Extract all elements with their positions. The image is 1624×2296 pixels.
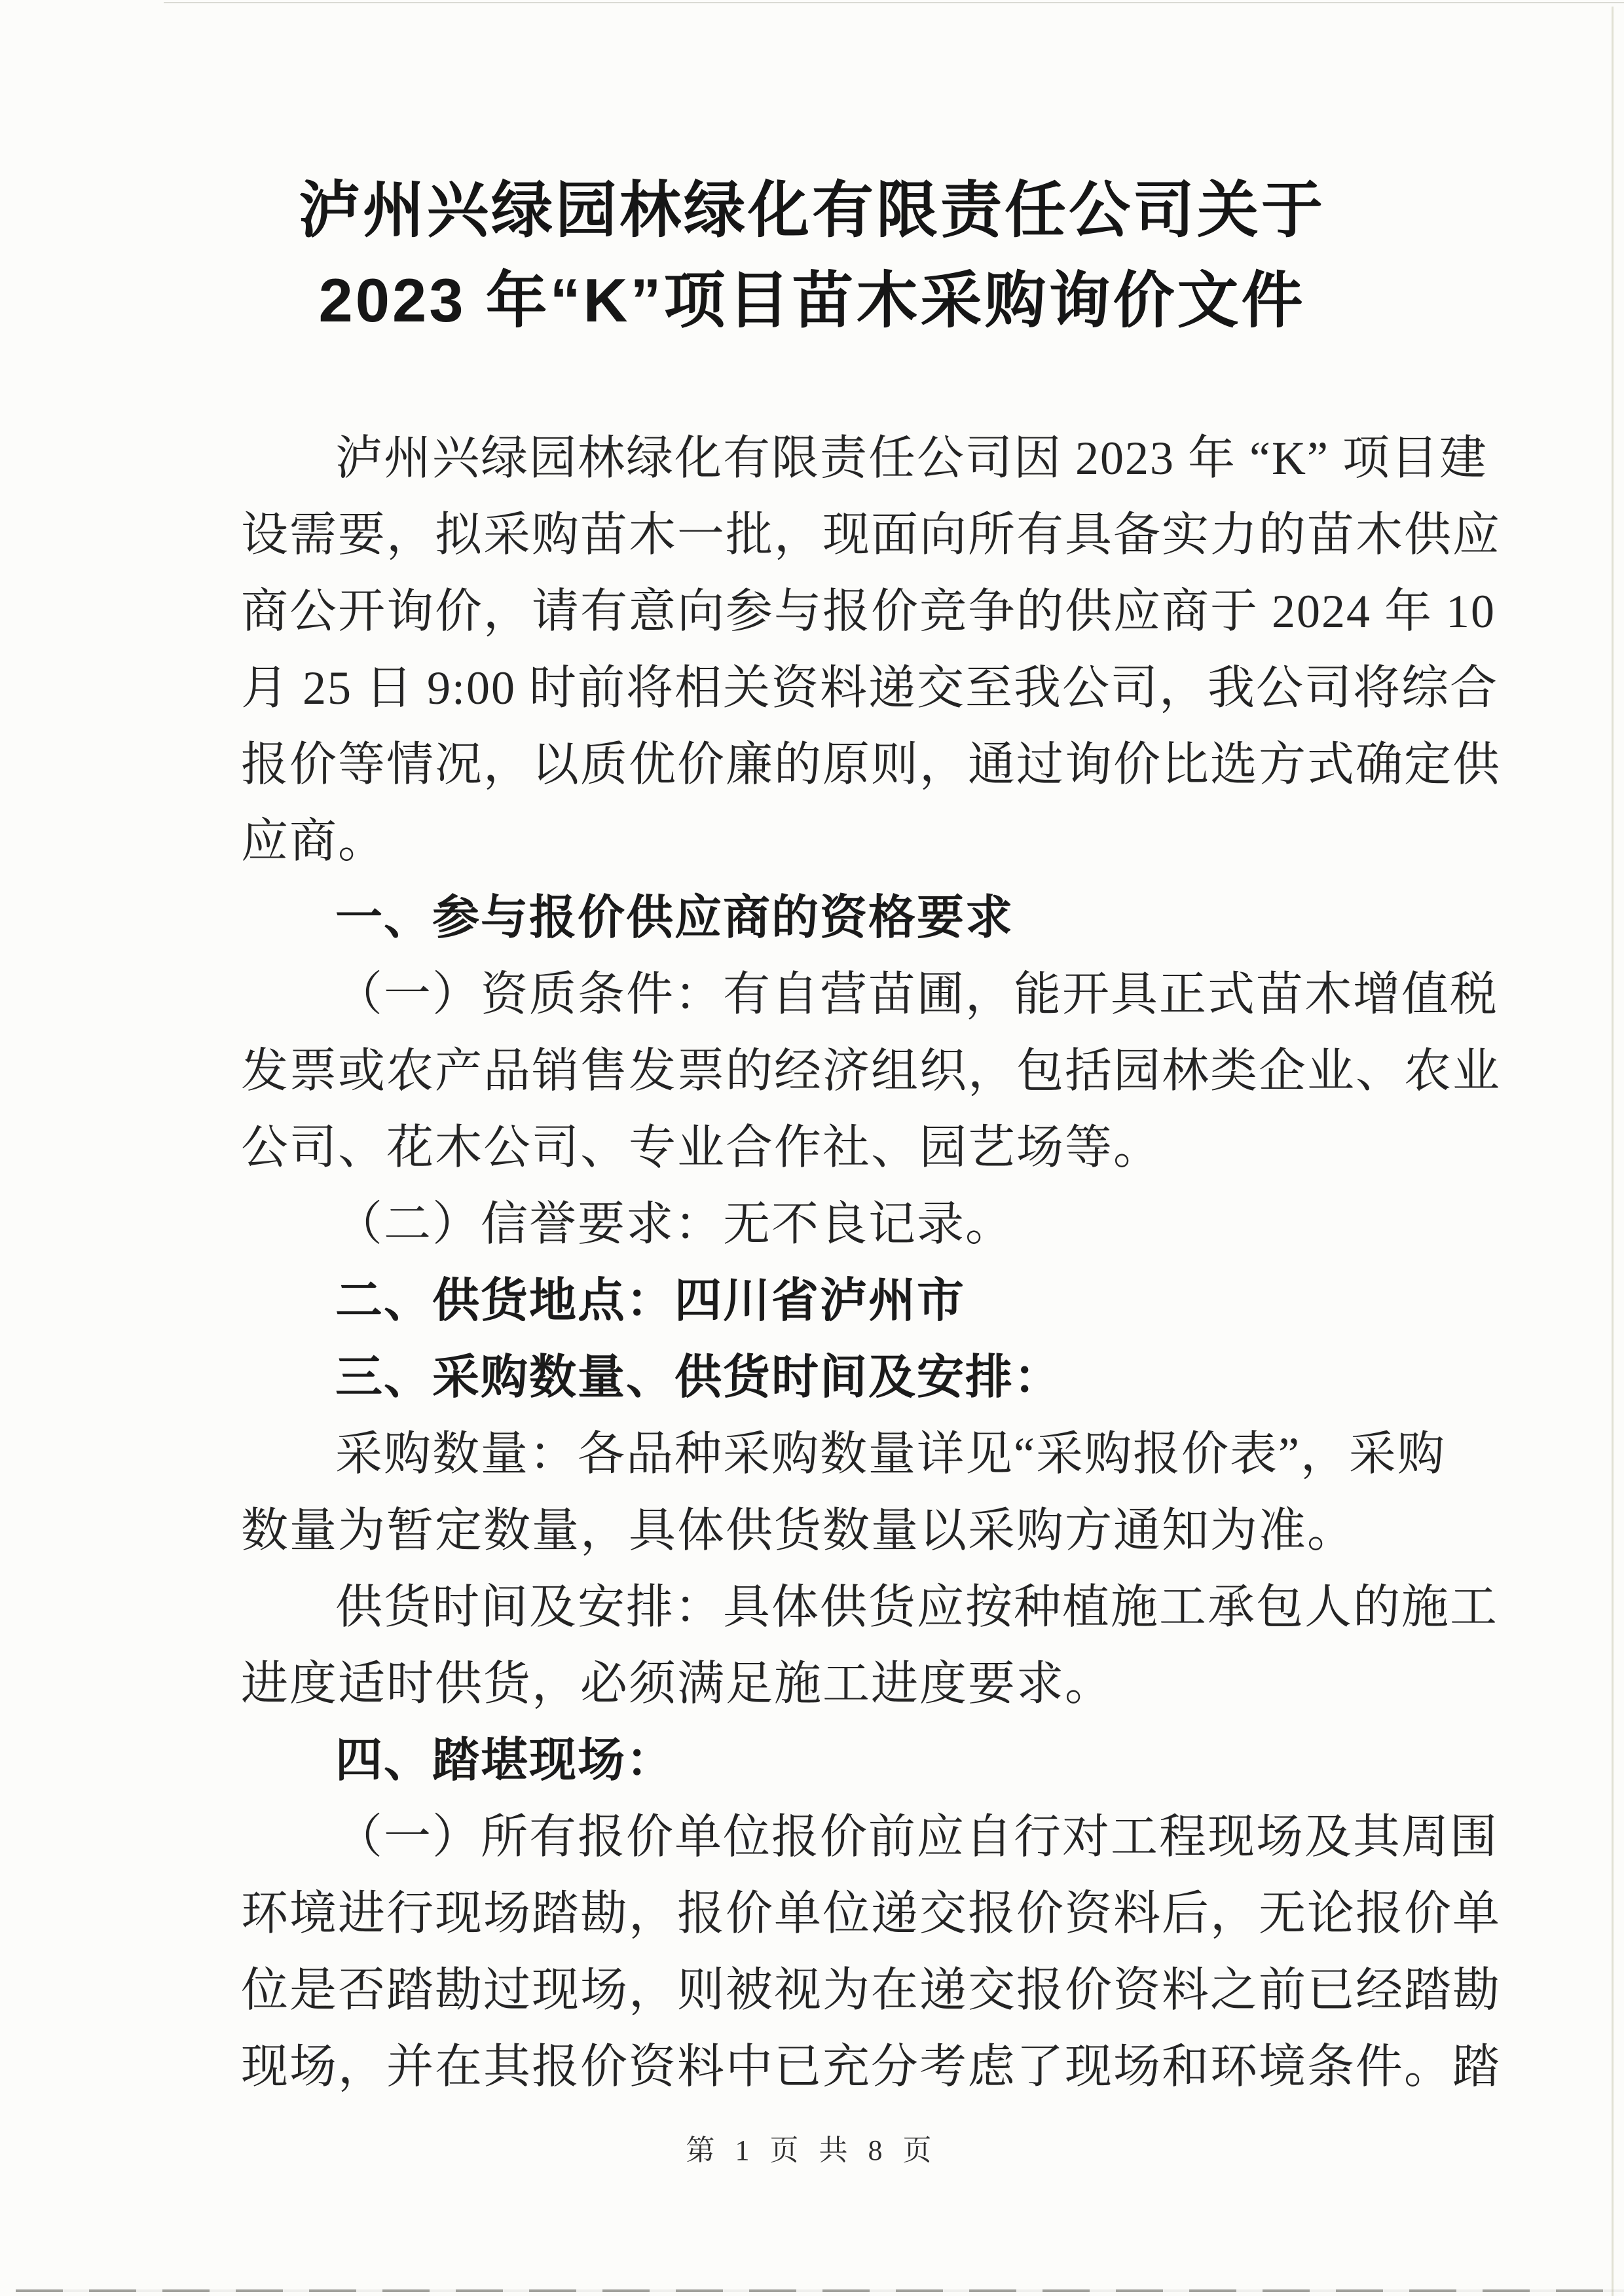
body-text-line: 供货时间及安排：具体供货应按种植施工承包人的施工 — [335, 1581, 1499, 1633]
section-heading-line: 四、踏堪现场： — [335, 1734, 675, 1787]
section-heading-line: 一、参与报价供应商的资格要求 — [335, 892, 1014, 944]
section-heading-line: 三、采购数量、供货时间及安排： — [335, 1351, 1063, 1404]
title-line-2: 2023 年“K”项目苗木采购询价文件 — [318, 266, 1306, 335]
document-body — [241, 420, 1502, 2105]
body-text-line: 公司、花木公司、专业合作社、园艺场等。 — [241, 1121, 1162, 1174]
body-text-line: 现场，并在其报价资料中已充分考虑了现场和环境条件。踏 — [241, 2041, 1502, 2093]
body-text-line: 进度适时供货，必须满足施工进度要求。 — [241, 1658, 1114, 1710]
page-footer: 第 1 页 共 8 页 — [686, 2134, 938, 2166]
body-text-line: 报价等情况，以质优价廉的原则，通过询价比选方式确定供 — [241, 738, 1502, 791]
body-text-line: 位是否踏勘过现场，则被视为在递交报价资料之前已经踏勘 — [241, 1964, 1502, 2016]
document-title — [0, 165, 1624, 346]
body-text-line: 泸州兴绿园林绿化有限责任公司因 2023 年 “K” 项目建 — [335, 432, 1488, 484]
section-heading-line: 二、供货地点：四川省泸州市 — [335, 1275, 966, 1327]
body-text-line: 设需要，拟采购苗木一批，现面向所有具备实力的苗木供应 — [241, 509, 1502, 561]
body-text-line: （二）信誉要求：无不良记录。 — [335, 1198, 1014, 1250]
scan-artifact-bottom-edge — [16, 2289, 1624, 2292]
body-text-line: 发票或农产品销售发票的经济组织，包括园林类企业、农业 — [241, 1045, 1502, 1097]
title-line-1: 泸州兴绿园林绿化有限责任公司关于 — [298, 175, 1325, 244]
scan-artifact-right-edge — [1612, 7, 1614, 2296]
scan-artifact-top-edge — [164, 2, 1624, 3]
body-text-line: 采购数量：各品种采购数量详见“采购报价表”，采购 — [335, 1428, 1446, 1480]
body-text-line: 应商。 — [241, 815, 387, 867]
body-text-line: 月 25 日 9:00 时前将相关资料递交至我公司，我公司将综合 — [241, 662, 1499, 714]
body-text-line: （一）所有报价单位报价前应自行对工程现场及其周围 — [335, 1811, 1499, 1863]
body-text-line: （一）资质条件：有自营苗圃，能开具正式苗木增值税 — [335, 968, 1499, 1021]
body-text-line: 数量为暂定数量，具体供货数量以采购方通知为准。 — [241, 1504, 1356, 1557]
body-text-line: 环境进行现场踏勘，报价单位递交报价资料后，无论报价单 — [241, 1887, 1502, 1940]
body-text-line: 商公开询价，请有意向参与报价竞争的供应商于 2024 年 10 — [241, 585, 1496, 638]
